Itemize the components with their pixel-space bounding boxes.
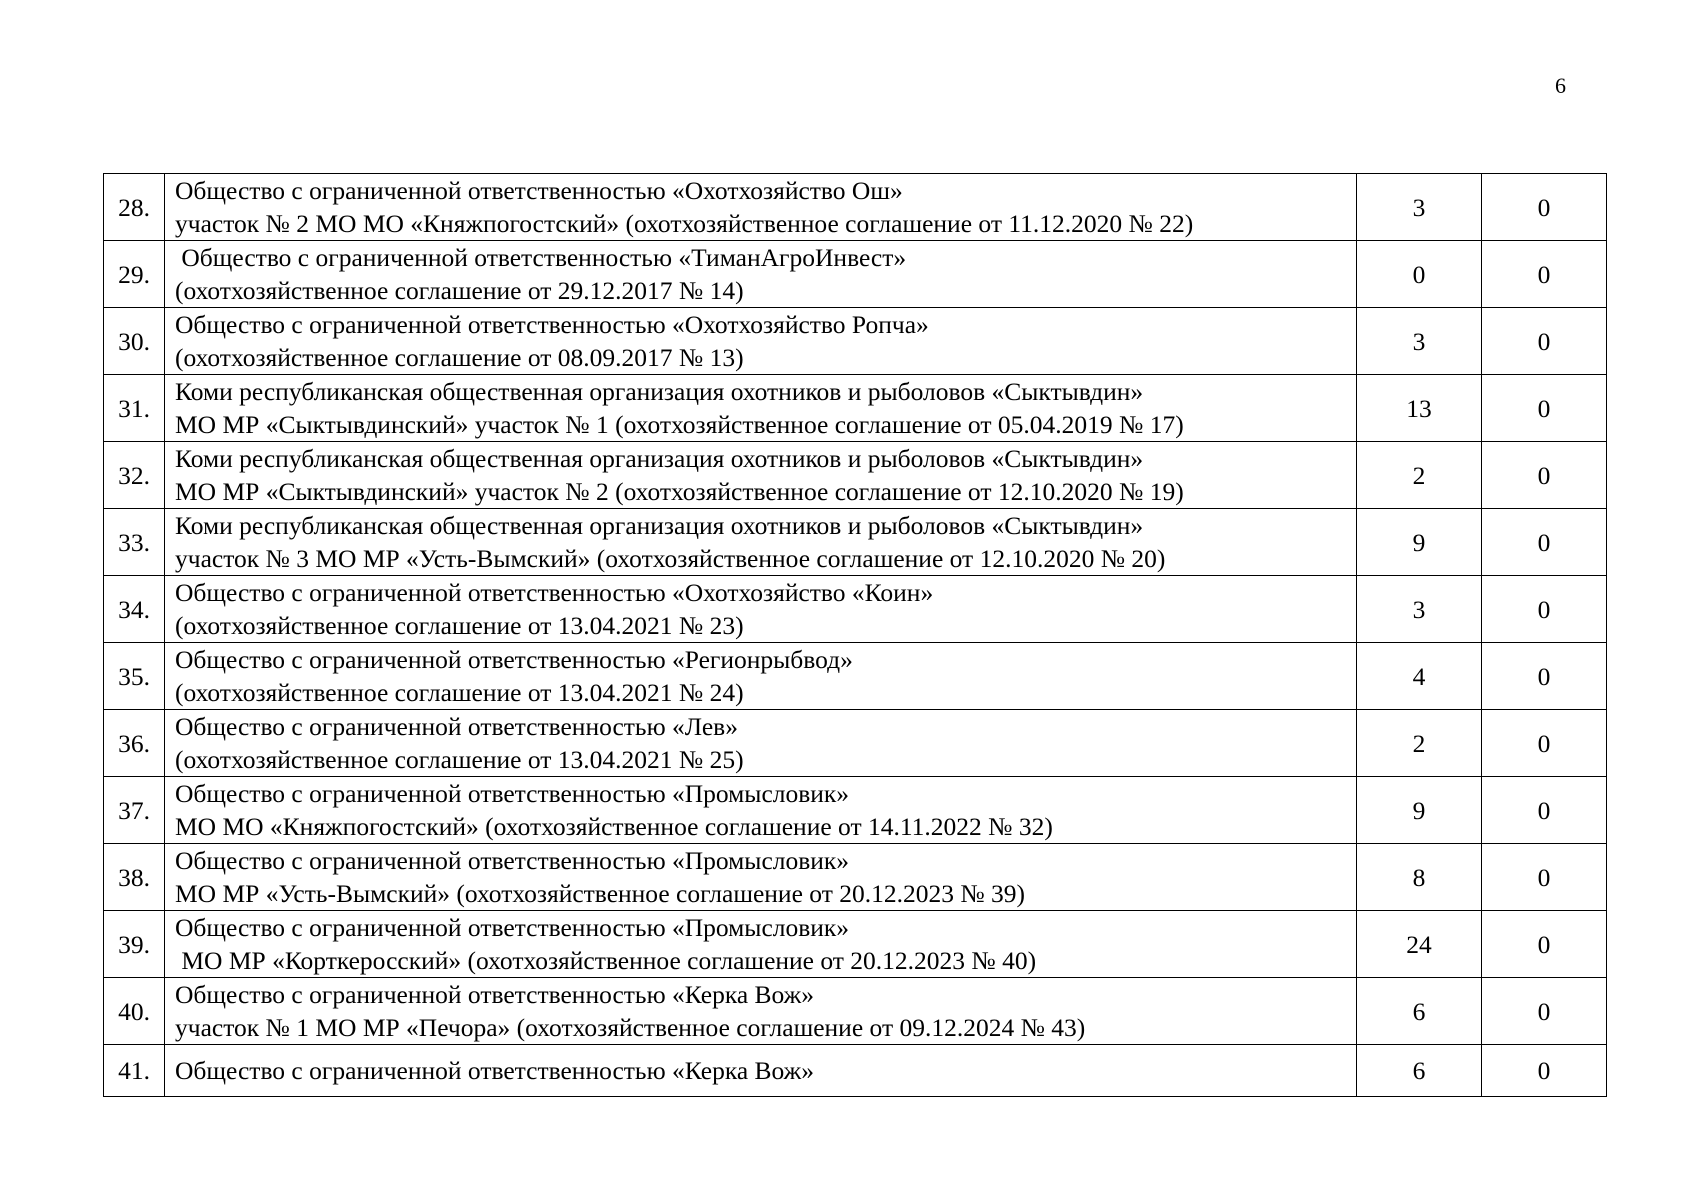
table-row — [104, 174, 1607, 241]
organization-cell — [165, 844, 1357, 911]
agreement-details: (охотхозяйственное соглашение от 13.04.2021 № 25) — [175, 745, 744, 774]
row-number: 29. — [104, 241, 165, 308]
agreement-details: участок № 3 МО МР «Усть-Вымский» (охотхозяйственное соглашение от 12.10.2020 № 20) — [175, 544, 1166, 573]
table-row — [104, 576, 1607, 643]
table-row — [104, 911, 1607, 978]
row-number: 40. — [104, 978, 165, 1045]
organization-name: Общество с ограниченной ответственностью «Регионрыбвод» — [175, 645, 853, 674]
table-row — [104, 375, 1607, 442]
value-a-cell: 2 — [1357, 710, 1482, 777]
value-a-cell: 13 — [1357, 375, 1482, 442]
table-row — [104, 509, 1607, 576]
value-b-cell: 0 — [1482, 308, 1607, 375]
table-row — [104, 777, 1607, 844]
organization-name: Общество с ограниченной ответственностью «Промысловик» — [175, 913, 850, 942]
row-number: 32. — [104, 442, 165, 509]
table-row — [104, 710, 1607, 777]
organization-name: Общество с ограниченной ответственностью «Керка Вож» — [175, 980, 815, 1009]
value-b-cell: 0 — [1482, 442, 1607, 509]
page-number: 6 — [1555, 73, 1566, 98]
organization-name: Общество с ограниченной ответственностью «Промысловик» — [175, 779, 850, 808]
organization-cell — [165, 442, 1357, 509]
value-b-cell: 0 — [1482, 174, 1607, 241]
value-b-cell: 0 — [1482, 241, 1607, 308]
agreement-details: участок № 1 МО МР «Печора» (охотхозяйственное соглашение от 09.12.2024 № 43) — [175, 1013, 1086, 1042]
agreement-details: участок № 2 МО МО «Княжпогостский» (охотхозяйственное соглашение от 11.12.2020 № 22) — [175, 209, 1194, 238]
agreement-details: МО МР «Сыктывдинский» участок № 2 (охотхозяйственное соглашение от 12.10.2020 № 19) — [175, 477, 1184, 506]
organization-cell — [165, 241, 1357, 308]
table-row — [104, 241, 1607, 308]
row-number: 38. — [104, 844, 165, 911]
value-b-cell: 0 — [1482, 710, 1607, 777]
value-b-cell: 0 — [1482, 844, 1607, 911]
value-b-cell: 0 — [1482, 777, 1607, 844]
value-b-cell: 0 — [1482, 978, 1607, 1045]
value-b-cell: 0 — [1482, 911, 1607, 978]
organization-name: Коми республиканская общественная организация охотников и рыболовов «Сыктывдин» — [175, 511, 1144, 540]
row-number: 36. — [104, 710, 165, 777]
row-number: 37. — [104, 777, 165, 844]
organization-name: Общество с ограниченной ответственностью «Охотхозяйство Ош» — [175, 176, 903, 205]
value-a-cell: 3 — [1357, 174, 1482, 241]
row-number: 39. — [104, 911, 165, 978]
table-row — [104, 978, 1607, 1045]
row-number: 33. — [104, 509, 165, 576]
agreement-details: МО МР «Усть-Вымский» (охотхозяйственное соглашение от 20.12.2023 № 39) — [175, 879, 1026, 908]
organization-cell — [165, 576, 1357, 643]
hunting-grounds-table — [103, 173, 1607, 1097]
organization-name: Общество с ограниченной ответственностью «ТиманАгроИнвест» — [175, 243, 907, 272]
table-row — [104, 442, 1607, 509]
row-number: 31. — [104, 375, 165, 442]
table-row — [104, 1045, 1607, 1097]
agreement-details: МО МР «Корткеросский» (охотхозяйственное соглашение от 20.12.2023 № 40) — [175, 946, 1037, 975]
table-row — [104, 308, 1607, 375]
organization-name: Общество с ограниченной ответственностью «Лев» — [175, 712, 738, 741]
agreement-details: (охотхозяйственное соглашение от 13.04.2021 № 23) — [175, 611, 744, 640]
value-b-cell: 0 — [1482, 375, 1607, 442]
organization-cell — [165, 911, 1357, 978]
row-number: 41. — [104, 1045, 165, 1097]
organization-cell — [165, 509, 1357, 576]
organization-cell — [165, 308, 1357, 375]
value-a-cell: 4 — [1357, 643, 1482, 710]
organization-cell — [165, 1045, 1357, 1097]
row-number: 28. — [104, 174, 165, 241]
value-b-cell: 0 — [1482, 509, 1607, 576]
organization-name: Общество с ограниченной ответственностью «Охотхозяйство Ропча» — [175, 310, 929, 339]
value-a-cell: 0 — [1357, 241, 1482, 308]
organization-cell — [165, 978, 1357, 1045]
value-a-cell: 3 — [1357, 308, 1482, 375]
organization-cell — [165, 174, 1357, 241]
organization-cell — [165, 643, 1357, 710]
value-b-cell: 0 — [1482, 1045, 1607, 1097]
row-number: 35. — [104, 643, 165, 710]
row-number: 30. — [104, 308, 165, 375]
value-a-cell: 24 — [1357, 911, 1482, 978]
organization-name: Общество с ограниченной ответственностью «Охотхозяйство «Коин» — [175, 578, 934, 607]
value-b-cell: 0 — [1482, 576, 1607, 643]
table-body — [104, 174, 1607, 1097]
table-row — [104, 643, 1607, 710]
agreement-details: МО МО «Княжпогостский» (охотхозяйственное соглашение от 14.11.2022 № 32) — [175, 812, 1053, 841]
agreement-details: (охотхозяйственное соглашение от 08.09.2017 № 13) — [175, 343, 744, 372]
organization-name: Общество с ограниченной ответственностью «Промысловик» — [175, 846, 850, 875]
agreement-details: (охотхозяйственное соглашение от 13.04.2021 № 24) — [175, 678, 744, 707]
organization-name: Коми республиканская общественная организация охотников и рыболовов «Сыктывдин» — [175, 444, 1144, 473]
value-a-cell: 6 — [1357, 1045, 1482, 1097]
organization-cell — [165, 710, 1357, 777]
organization-cell — [165, 375, 1357, 442]
organization-name: Коми республиканская общественная организация охотников и рыболовов «Сыктывдин» — [175, 377, 1144, 406]
value-a-cell: 6 — [1357, 978, 1482, 1045]
row-number: 34. — [104, 576, 165, 643]
value-a-cell: 8 — [1357, 844, 1482, 911]
value-a-cell: 3 — [1357, 576, 1482, 643]
value-a-cell: 9 — [1357, 509, 1482, 576]
organization-cell — [165, 777, 1357, 844]
agreement-details: МО МР «Сыктывдинский» участок № 1 (охотхозяйственное соглашение от 05.04.2019 № 17) — [175, 410, 1184, 439]
agreement-details: (охотхозяйственное соглашение от 29.12.2017 № 14) — [175, 276, 744, 305]
value-a-cell: 2 — [1357, 442, 1482, 509]
organization-name: Общество с ограниченной ответственностью «Керка Вож» — [175, 1056, 815, 1085]
value-a-cell: 9 — [1357, 777, 1482, 844]
table-row — [104, 844, 1607, 911]
value-b-cell: 0 — [1482, 643, 1607, 710]
